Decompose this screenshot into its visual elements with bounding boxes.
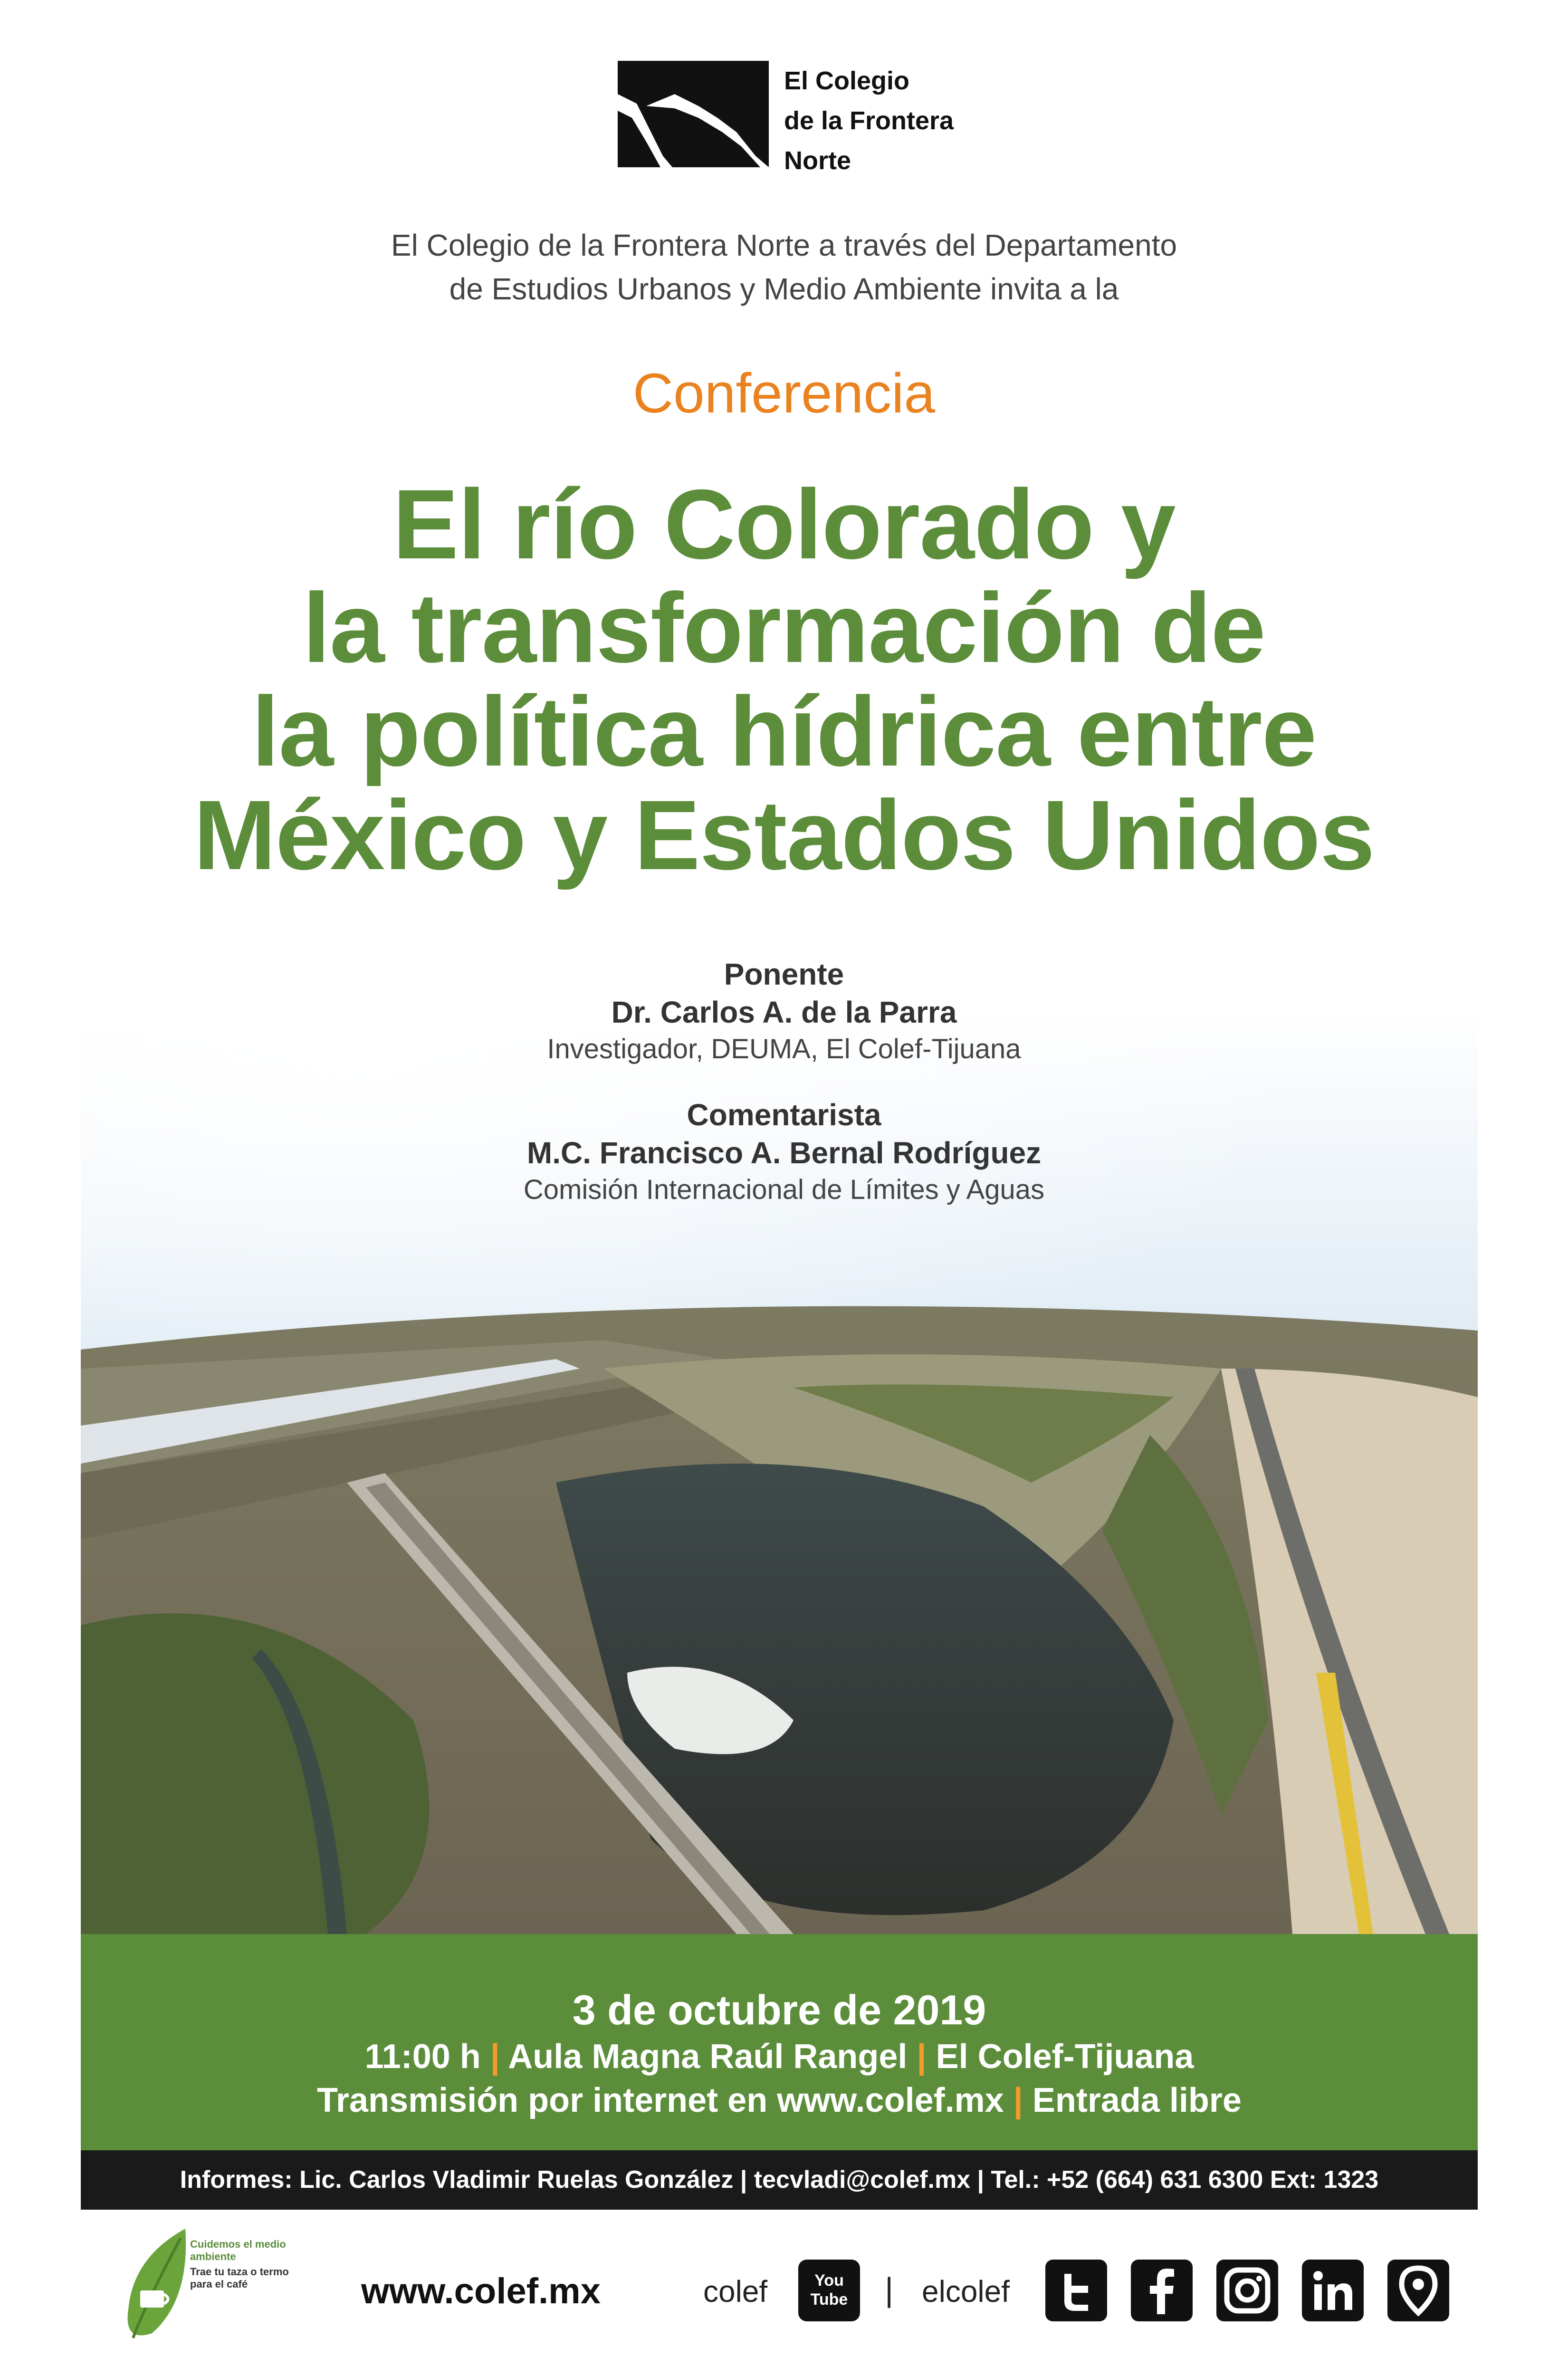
eco-subtitle: Trae tu taza o termo para el café	[190, 2266, 289, 2290]
logo-mountain-icon	[618, 61, 769, 167]
youtube-icon[interactable]	[798, 2260, 860, 2321]
instagram-icon[interactable]	[1216, 2260, 1278, 2321]
facebook-icon[interactable]	[1131, 2260, 1193, 2321]
event-stream-entry	[81, 2079, 1478, 2122]
separator: |	[490, 2038, 500, 2076]
event-time-venue	[81, 2035, 1478, 2079]
speaker-role: Ponente	[724, 957, 844, 991]
location-pin-icon[interactable]	[1387, 2260, 1449, 2321]
logo-line: de la Frontera	[784, 106, 954, 135]
intro-line: El Colegio de la Frontera Norte a través del Departamento	[391, 228, 1177, 262]
commentator-role: Comentarista	[687, 1098, 881, 1132]
event-date: 3 de octubre de 2019	[572, 1986, 986, 2033]
youtube-handle[interactable]: colef	[703, 2274, 768, 2309]
logo-text	[784, 61, 965, 181]
contact-info: Informes: Lic. Carlos Vladimir Ruelas González | tecvladi@colef.mx | Tel.: +52 (664) 631 6300 Ext: 1323	[81, 2150, 1478, 2210]
eco-badge	[114, 2224, 314, 2357]
event-time: 11:00 h	[364, 2038, 481, 2076]
twitter-icon[interactable]	[1045, 2260, 1107, 2321]
conference-title	[0, 469, 1568, 891]
leaf-cup-icon	[114, 2224, 190, 2352]
social-handle[interactable]: elcolef	[922, 2274, 1010, 2309]
separator: |	[1013, 2081, 1023, 2119]
intro-line: de Estudios Urbanos y Medio Ambiente invita a la	[449, 272, 1119, 306]
commentator-affiliation: Comisión Internacional de Límites y Aguas	[523, 1174, 1045, 1205]
event-venue: Aula Magna Raúl Rangel	[508, 2038, 908, 2076]
title-line: El río Colorado y	[392, 469, 1176, 580]
separator: |	[917, 2038, 927, 2076]
eco-title: Cuidemos el medio ambiente	[190, 2238, 286, 2262]
speaker-affiliation: Investigador, DEUMA, El Colef-Tijuana	[547, 1034, 1021, 1064]
title-line: la política hídrica entre	[251, 677, 1317, 787]
commentator-name: M.C. Francisco A. Bernal Rodríguez	[526, 1136, 1042, 1170]
logo-line: El Colegio	[784, 67, 910, 95]
credits	[0, 955, 1568, 1208]
event-campus: El Colef-Tijuana	[936, 2038, 1194, 2076]
youtube-icon-text: You	[814, 2271, 844, 2290]
event-type: Conferencia	[632, 362, 936, 425]
intro-text	[0, 223, 1568, 311]
title-line: la transformación de	[303, 573, 1265, 683]
title-line: México y Estados Unidos	[193, 780, 1375, 891]
youtube-icon-text: Tube	[810, 2290, 848, 2309]
colef-logo	[618, 61, 960, 175]
divider: |	[885, 2271, 894, 2308]
event-details-band	[81, 1934, 1478, 2150]
logo-line: Norte	[784, 146, 851, 175]
website-link[interactable]: www.colef.mx	[361, 2271, 601, 2311]
event-stream[interactable]: Transmisión por internet en www.colef.mx	[317, 2081, 1004, 2119]
linkedin-icon[interactable]	[1302, 2260, 1364, 2321]
speaker-name: Dr. Carlos A. de la Parra	[611, 995, 957, 1029]
event-entry: Entrada libre	[1032, 2081, 1242, 2119]
